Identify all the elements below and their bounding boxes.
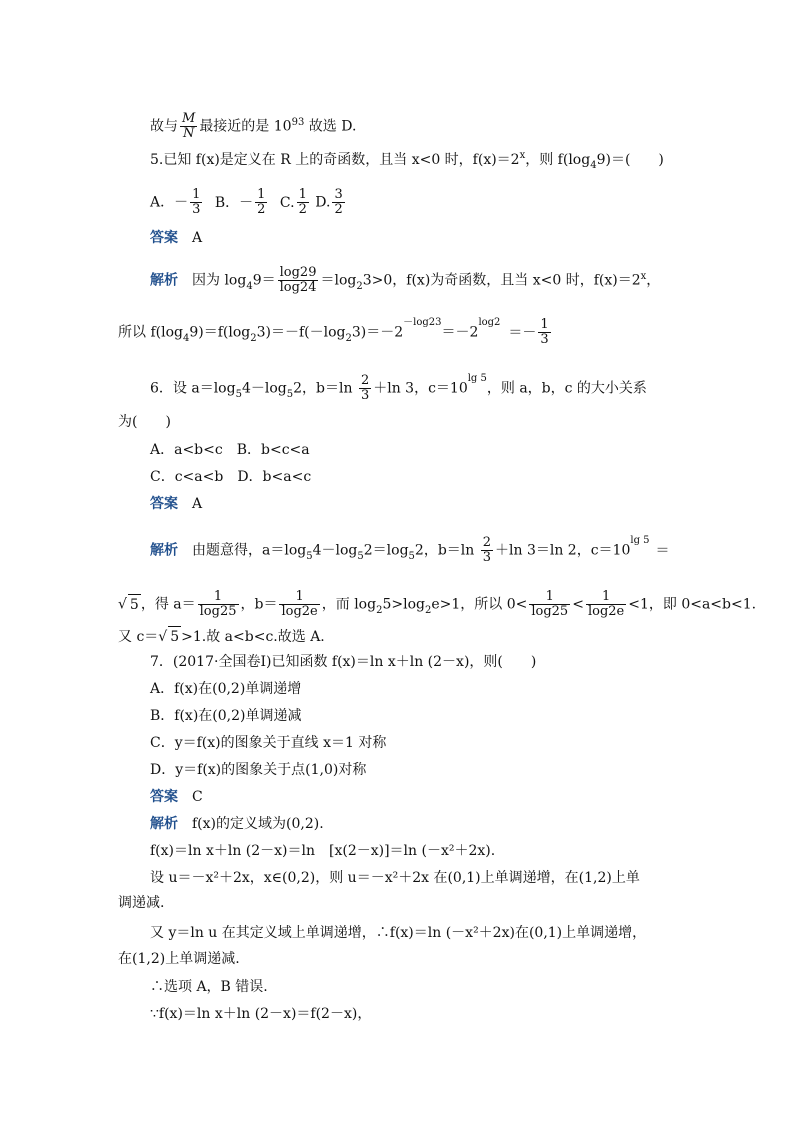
analysis-label: 解析 (150, 272, 178, 289)
question-7: 7．(2017·全国卷Ⅰ)已知函数 f(x)＝ln x＋ln (2－x)，则( ) (150, 654, 537, 670)
question-6: 6．设 $a=\log_54-\log_52$，b＝ln $\frac{2}{3}$ ＋ln 3，$c=10^{lg 5}$，则 a，b，c 的大小关系 (150, 372, 647, 403)
answer-label: 答案 (150, 496, 178, 512)
option-c: C. (279, 194, 295, 211)
answer-value: A (192, 230, 203, 246)
question-7-option-c: C．y＝f(x)的图象关于直线 x＝1 对称 (150, 735, 387, 751)
answer-label: 答案 (150, 230, 178, 246)
analysis-5-line-1: 解析 因为 $\log_49=$ $\frac{\log 29}{\log 24}$ $=\log_23>0$，f(x)为奇函数，且当 x<0 时，$f(x)=2^x$， (150, 265, 661, 295)
question-6-options-ab: A．a<b<c B．b<c<a (150, 442, 310, 458)
analysis-label: 解析 (150, 816, 178, 832)
option-a: A．－ (150, 194, 189, 211)
question-7-option-a: A．f(x)在(0,2)单调递增 (150, 681, 302, 697)
fraction-m-n: $\frac{M}{N}$ (182, 111, 196, 141)
analysis-7-line-3: 设 u＝－x²＋2x，x∈(0,2)，则 u＝－x²＋2x 在(0,1)上单调递增，在(1,2)上单 (150, 870, 640, 886)
answer-label: 答案 (150, 789, 178, 805)
answer-value: A (192, 496, 203, 512)
analysis-7-line-6: 在(1,2)上单调递减. (118, 951, 240, 967)
answer-7 (150, 787, 203, 807)
question-5-options: A．－ $\frac{1}{3}$ B．－ $\frac{1}{2}$ C. $\frac{1}{2}$ D. $\frac{3}{2}$ (150, 187, 343, 217)
analysis-7-line-1: 解析 f(x)的定义域为(0,2). (150, 816, 324, 832)
line-conclusion-prev (150, 112, 356, 141)
text: 故选 D. (304, 118, 357, 135)
question-7-option-d: D．y＝f(x)的图象关于点(1,0)对称 (150, 762, 367, 778)
analysis-6-line-2: √ 5 ，得 a＝ $\frac{1}{\log 25}$ ，b＝ $\frac{1}{\log 2e}$ ，而 $\log_25>\log_2e>1$，所以 0< $\frac{1}{\log 25}$ < $\frac{1}{\log 2e}$ <1，即 0<a<b<1. (118, 589, 757, 619)
analysis-7-line-2: f(x)＝ln x＋ln (2－x)＝ln [x(2－x)]＝ln (－x²＋2x). (150, 843, 496, 859)
exponent: 93 (291, 116, 305, 128)
question-6-options-cd: C．c<a<b D．b<a<c (150, 469, 312, 485)
option-b: B．－ (214, 194, 254, 211)
question-7-option-b: B．f(x)在(0,2)单调递减 (150, 708, 302, 724)
analysis-5-line-2: 所以 $f(\log_49)=f(\log_23)=-f(-\log_23)=-2^{-log23}=-2^{log2}=-$ $\frac{1}{3}$ (118, 316, 549, 347)
question-6-line-2: 为( ) (118, 414, 171, 430)
question-5: 5.已知 f(x)是定义在 R 上的奇函数，且当 x<0 时，$f(x)=2^x$，则 $f(\log_49)=$( ) (150, 150, 664, 171)
analysis-label: 解析 (150, 542, 178, 559)
answer-value: C (192, 789, 203, 805)
analysis-7-line-7: ∴选项 A，B 错误. (150, 979, 268, 995)
text: 最接近的是 10 (199, 118, 292, 135)
analysis-7-line-5: 又 y＝ln u 在其定义域上单调递增，∴f(x)＝ln (－x²＋2x)在(0,1)上单调递增， (150, 925, 647, 941)
answer-6 (150, 494, 202, 514)
answer-5 (150, 228, 202, 248)
analysis-6-line-3: 又 c＝√ 5 >1.故 a<b<c.故选 A. (118, 626, 325, 647)
text: 故与 (150, 118, 178, 135)
analysis-7-line-8: ∵f(x)＝ln x＋ln (2－x)＝f(2－x)， (150, 1006, 372, 1022)
analysis-7-line-4: 调递减. (118, 895, 165, 911)
option-d: D. (315, 194, 331, 211)
analysis-6-line-1: 解析 由题意得，$a=\log_54-\log_52=\log_52$，b＝ln $\frac{2}{3}$ ＋ln 3＝ln 2，$c=10^{lg 5}=$ (150, 534, 670, 565)
